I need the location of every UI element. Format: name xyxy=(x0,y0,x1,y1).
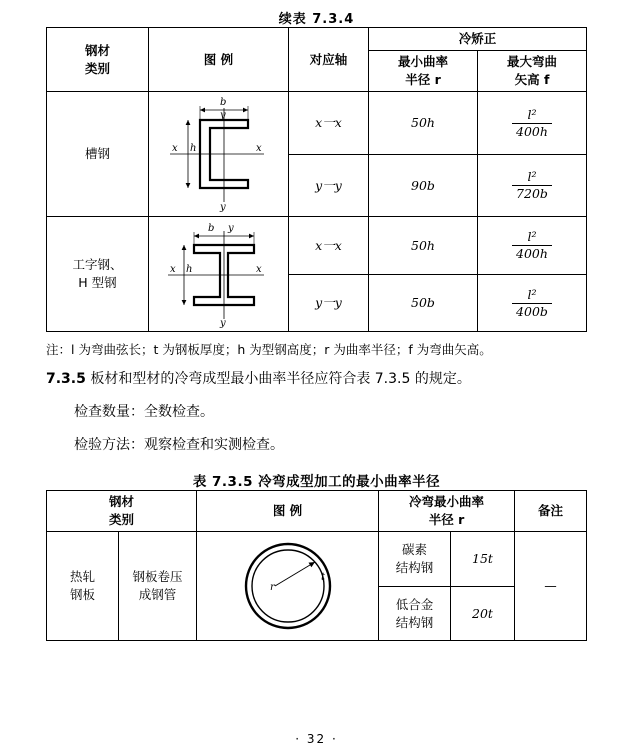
table-note: 注：l 为弯曲弦长；t 为钢板厚度；h 为型钢高度；r 为曲率半径；f 为弯曲矢高。 xyxy=(46,342,492,358)
label-y-bottom: y xyxy=(220,202,227,214)
cell-axis: x一x xyxy=(288,217,368,275)
inspection-method-line: 检验方法：观察检查和实测检查。 xyxy=(74,436,284,453)
header-cell-category: 钢材 类别 xyxy=(46,491,196,532)
cell-max-rise xyxy=(477,217,586,275)
cell-axis: y一y xyxy=(288,274,368,332)
cell-axis: y一y xyxy=(288,154,368,217)
header-cell-figure: 图 例 xyxy=(148,28,288,92)
fraction-numerator: l² xyxy=(512,230,552,246)
cell-min-radius: 50h xyxy=(368,217,477,275)
label-r: r xyxy=(269,582,275,594)
label-h: h xyxy=(186,264,193,276)
cell-max-rise xyxy=(477,154,586,217)
figure-pipe-circle xyxy=(197,532,379,641)
table-7-3-5 xyxy=(46,490,587,641)
clause-number: 7.3.5 xyxy=(46,371,86,388)
fraction-numerator: l² xyxy=(512,170,552,186)
cell-min-radius: 90b xyxy=(368,154,477,217)
cell-subcategory-rolled-pipe: 钢板卷压 成钢管 xyxy=(118,532,196,641)
figure-i-beam-section xyxy=(148,217,288,332)
clause-7-3-5 xyxy=(0,366,633,393)
label-b: b xyxy=(220,97,227,109)
cell-max-rise xyxy=(477,274,586,332)
i-beam-section-drawing xyxy=(152,219,284,329)
cell-material-low-alloy: 低合金 结构钢 xyxy=(379,586,451,641)
header-cell-category: 钢材 类别 xyxy=(46,28,148,92)
header-cell-max-rise: 最大弯曲 矢高 f xyxy=(477,51,586,92)
fraction-denominator: 400h xyxy=(516,246,548,262)
cell-material-carbon: 碳素 结构钢 xyxy=(379,532,451,587)
header-cell-axis: 对应轴 xyxy=(288,28,368,92)
cell-min-radius: 50b xyxy=(368,274,477,332)
figure-channel-section xyxy=(148,92,288,217)
table-row-header-1 xyxy=(46,28,586,51)
label-x-left: x xyxy=(172,143,179,155)
cell-category-ibeam: 工字钢、 H 型钢 xyxy=(46,217,148,332)
header-cell-figure: 图 例 xyxy=(197,491,379,532)
table-row-header-1 xyxy=(46,491,586,532)
cell-remark: — xyxy=(515,532,587,641)
label-y-top: y xyxy=(220,110,227,122)
continued-table-caption: 续表 7.3.4 xyxy=(278,12,355,27)
label-x-left: x xyxy=(170,264,177,276)
inspection-quantity-line: 检查数量：全数检查。 xyxy=(74,403,214,420)
label-x-right: x xyxy=(256,264,263,276)
fraction-denominator: 400b xyxy=(516,303,548,319)
page-number: · 32 · xyxy=(295,732,338,746)
cell-radius-low-alloy: 20t xyxy=(451,586,515,641)
cell-radius-carbon: 15t xyxy=(451,532,515,587)
table-row xyxy=(46,92,586,155)
cell-category-hot-rolled-plate: 热轧 钢板 xyxy=(46,532,118,641)
document-page xyxy=(0,8,633,756)
header-cell-min-bend-radius: 冷弯最小曲率 半径 r xyxy=(379,491,515,532)
fraction-numerator: l² xyxy=(512,288,552,304)
label-y-top: y xyxy=(228,223,235,235)
label-b: b xyxy=(208,223,215,235)
label-y-bottom: y xyxy=(220,318,227,330)
cell-axis: x一x xyxy=(288,92,368,155)
channel-section-drawing xyxy=(152,94,284,214)
fraction-denominator: 400h xyxy=(516,123,548,139)
cell-category-channel: 槽钢 xyxy=(46,92,148,217)
clause-text: 板材和型材的冷弯成型最小曲率半径应符合表 7.3.5 的规定。 xyxy=(90,371,471,388)
header-cell-min-radius: 最小曲率 半径 r xyxy=(368,51,477,92)
cell-max-rise xyxy=(477,92,586,155)
label-t: t xyxy=(320,572,325,584)
label-x-right: x xyxy=(256,143,263,155)
header-cell-cold-straighten: 冷矫正 xyxy=(368,28,586,51)
label-h: h xyxy=(190,143,197,155)
header-cell-remark: 备注 xyxy=(515,491,587,532)
table-row xyxy=(46,532,586,587)
table-7-3-4-continued xyxy=(46,27,587,332)
fraction-numerator: l² xyxy=(512,108,552,124)
table-row xyxy=(46,217,586,275)
cell-min-radius: 50h xyxy=(368,92,477,155)
pipe-circle-drawing xyxy=(223,534,353,638)
fraction-denominator: 720b xyxy=(516,186,548,202)
table-7-3-5-caption: 表 7.3.5 冷弯成型加工的最小曲率半径 xyxy=(192,474,441,491)
